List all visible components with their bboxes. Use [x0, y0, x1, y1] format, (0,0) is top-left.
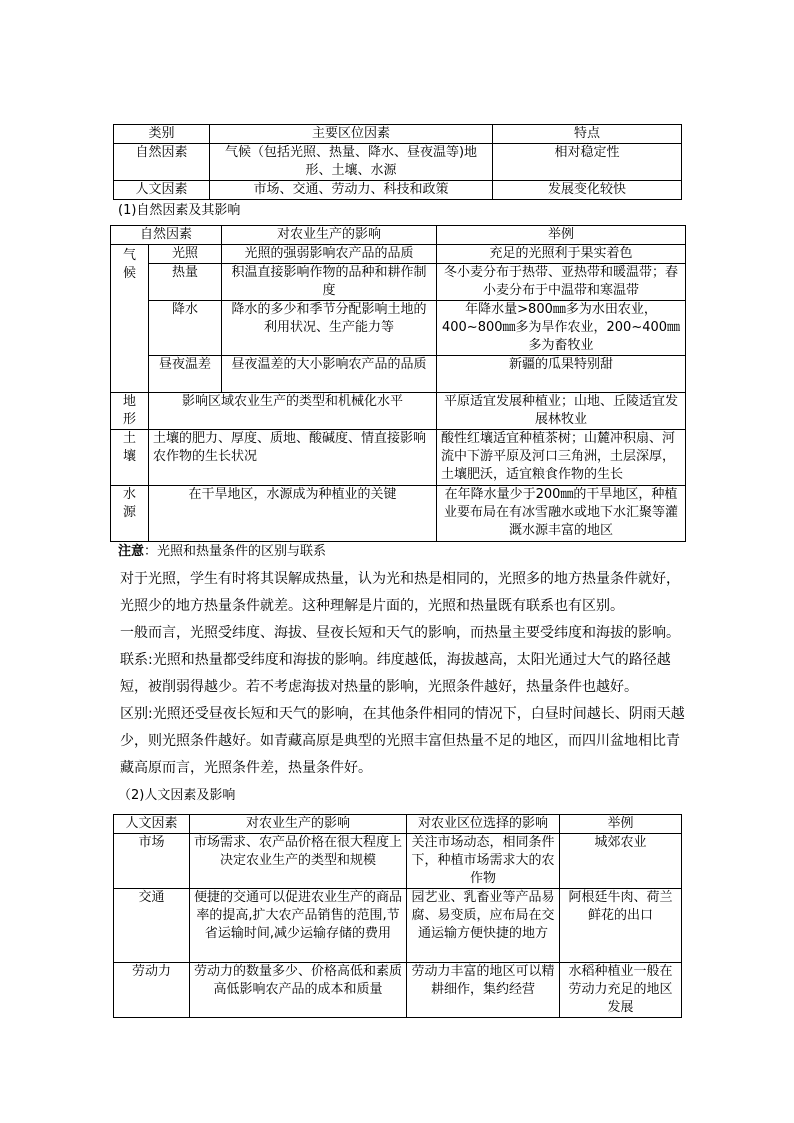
table-cell: 新疆的瓜果特别甜	[437, 356, 686, 393]
table-cell: 在干旱地区，水源成为种植业的关键	[149, 486, 437, 542]
section-caption: (1)自然因素及其影响	[118, 203, 241, 218]
relation-text: 光照和热量都受纬度和海拔的影响。纬度越低，海拔越高，太阳光通过大气的路径越短，被削弱得越少。若不考虑海拔对热量的影响，光照条件越好，热量条件也越好。	[120, 652, 671, 695]
factor-category-table	[113, 124, 682, 200]
table-header-cell: 自然因素	[111, 226, 222, 245]
table-cell: 平原适宜发展种植业；山地、丘陵适宜发展林牧业	[437, 393, 686, 430]
table-header-cell: 人文因素	[114, 815, 190, 834]
table-cell: 劳动力丰富的地区可以精耕细作，集约经营	[407, 963, 560, 1018]
natural-factors-table	[110, 225, 686, 542]
table-cell: 地形	[111, 393, 149, 430]
note-title: ：光照和热量条件的区别与联系	[144, 544, 327, 559]
table-cell: 光照的强弱影响农产品的品质	[222, 245, 437, 264]
table-cell: 光照	[149, 245, 222, 264]
table-cell: 冬小麦分布于热带、亚热带和暖温带；春小麦分布于中温带和寒温带	[437, 264, 686, 301]
table-cell: 气候（包括光照、热量、降水、昼夜温等)地形、土壤、水源	[210, 144, 493, 181]
table-header-cell: 举例	[560, 815, 682, 834]
table-header-cell: 举例	[437, 226, 686, 245]
table-cell: 市场需求、农产品价格在很大程度上决定农业生产的类型和规模	[190, 834, 407, 889]
table-cell: 自然因素	[114, 144, 210, 181]
table-cell: 劳动力	[114, 963, 190, 1018]
table-cell: 人文因素	[114, 181, 210, 200]
note-heading	[118, 543, 326, 561]
section-caption: （2)人文因素及影响	[118, 788, 236, 803]
difference-text: 光照还受昼夜长短和天气的影响，在其他条件相同的情况下，白昼时间越长、阴雨天越少，则光照条件越好。如青藏高原是典型的光照丰富但热量不足的地区，而四川盆地相比青藏高原而言，光照条件差，热量条件好。	[120, 706, 685, 776]
climate-label-text: 气候	[122, 248, 136, 281]
table-cell: 相对稳定性	[493, 144, 682, 181]
table-cell: 阿根廷牛肉、荷兰鲜花的出口	[560, 889, 682, 963]
climate-label	[111, 245, 149, 393]
difference-label: 区别:	[120, 706, 153, 722]
note-paragraph-2: 一般而言，光照受纬度、海拔、昼夜长短和天气的影响，而热量主要受纬度和海拔的影响。	[120, 625, 680, 641]
note-paragraph-3	[120, 647, 690, 701]
table-cell: 在年降水量少于200㎜的干旱地区，种植业要布局在有冰雪融水或地下水汇聚等灌溉水源丰富的地区	[437, 486, 686, 542]
table-cell: 发展变化较快	[493, 181, 682, 200]
table-cell: 积温直接影响作物的品种和耕作制度	[222, 264, 437, 301]
table-cell: 酸性红壤适宜种植茶树；山麓冲积扇、河流中下游平原及河口三角洲，土层深厚，土壤肥沃，适宜粮食作物的生长	[437, 430, 686, 486]
table-header-cell: 对农业区位选择的影响	[407, 815, 560, 834]
note-paragraph-1: 对于光照，学生有时将其误解成热量，认为光和热是相同的，光照多的地方热量条件就好，光照少的地方热量条件就差。这种理解是片面的，光照和热量既有联系也有区别。	[120, 571, 680, 614]
table-cell: 充足的光照利于果实着色	[437, 245, 686, 264]
table-header-cell: 类别	[114, 125, 210, 144]
table-cell: 影响区域农业生产的类型和机械化水平	[149, 393, 437, 430]
table-cell: 劳动力的数量多少、价格高低和素质高低影响农产品的成本和质量	[190, 963, 407, 1018]
relation-label: 联系:	[120, 652, 153, 668]
note-paragraph-4	[120, 701, 690, 782]
table-cell: 年降水量>800㎜多为水田农业，400~800㎜多为旱作农业，200~400㎜多为畜牧业	[437, 301, 686, 356]
table-cell: 昼夜温差的大小影响农产品的品质	[222, 356, 437, 393]
table-cell: 昼夜温差	[149, 356, 222, 393]
table-cell: 热量	[149, 264, 222, 301]
table-cell: 降水	[149, 301, 222, 356]
table-cell: 园艺业、乳畜业等产品易腐、易变质，应布局在交通运输方便快捷的地方	[407, 889, 560, 963]
note-label: 注意	[118, 544, 145, 559]
table-cell: 土壤	[111, 430, 149, 486]
human-factors-table	[113, 814, 682, 1018]
table-cell: 城郊农业	[560, 834, 682, 889]
table-cell: 水源	[111, 486, 149, 542]
table-header-cell: 对农业生产的影响	[190, 815, 407, 834]
table-cell: 降水的多少和季节分配影响土地的利用状况、生产能力等	[222, 301, 437, 356]
table-cell: 土壤的肥力、厚度、质地、酸碱度、情直接影响农作物的生长状况	[149, 430, 437, 486]
table-cell: 市场、交通、劳动力、科技和政策	[210, 181, 493, 200]
table-cell: 交通	[114, 889, 190, 963]
table-cell: 市场	[114, 834, 190, 889]
table-cell: 便捷的交通可以促进农业生产的商品率的提高,扩大农产品销售的范围,节省运输时间,减少运输存储的费用	[190, 889, 407, 963]
table-header-cell: 主要区位因素	[210, 125, 493, 144]
table-header-cell: 对农业生产的影响	[222, 226, 437, 245]
table-cell: 关注市场动态，相同条件下，种植市场需求大的农作物	[407, 834, 560, 889]
table-cell: 水稻种植业一般在劳动力充足的地区发展	[560, 963, 682, 1018]
table-header-cell: 特点	[493, 125, 682, 144]
